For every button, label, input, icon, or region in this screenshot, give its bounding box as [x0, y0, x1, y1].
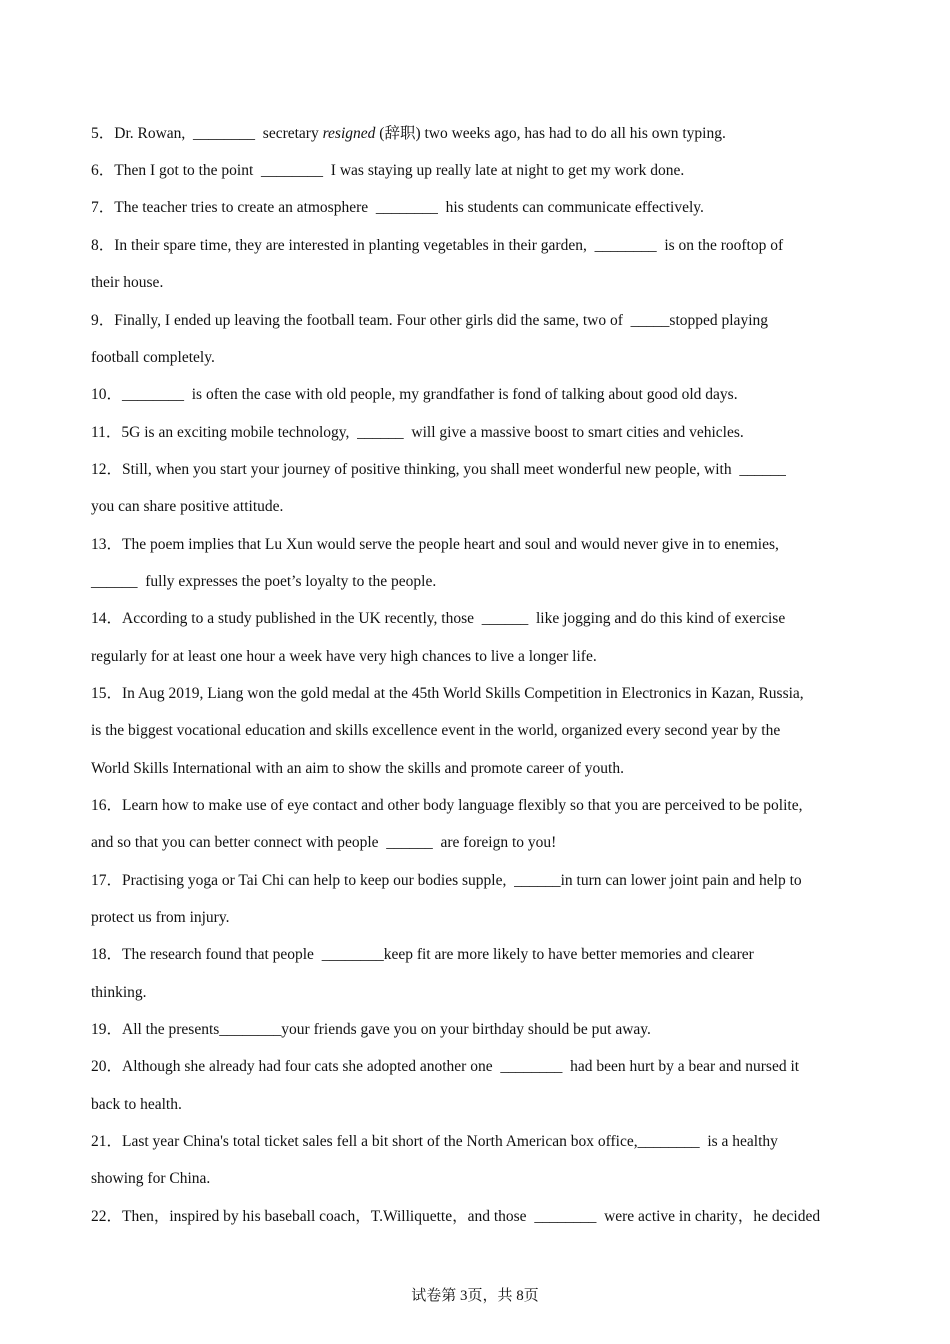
question-14-line-2: regularly for at least one hour a week have very high chances to live a longer life.: [91, 648, 597, 665]
question-15-line-1: 15．In Aug 2019, Liang won the gold medal at the 45th World Skills Competition in Electronics in Kazan, Russia,: [91, 685, 804, 702]
question-20-line-1: 20．Although she already had four cats she adopted another one ________ had been hurt by a bear and nursed it: [91, 1058, 800, 1075]
question-11: 11．5G is an exciting mobile technology, ______ will give a massive boost to smart cities and vehicles.: [91, 424, 744, 441]
page-footer: 试卷第 3页，共 8页: [411, 1288, 539, 1304]
question-15-line-3: World Skills International with an aim to show the skills and promote career of youth.: [91, 760, 624, 777]
question-19: 19．All the presents________your friends gave you on your birthday should be put away.: [91, 1021, 651, 1038]
question-17-line-1: 17．Practising yoga or Tai Chi can help to keep our bodies supple, ______in turn can lower joint pain and help to: [91, 872, 802, 889]
question-8-line-2: their house.: [91, 274, 164, 291]
question-16-line-2: and so that you can better connect with people ______ are foreign to you!: [91, 834, 557, 851]
question-21-line-2: showing for China.: [91, 1170, 211, 1187]
question-20-line-2: back to health.: [91, 1096, 182, 1113]
question-13-line-2: ______ fully expresses the poet’s loyalty to the people.: [91, 573, 437, 590]
question-7: 7．The teacher tries to create an atmosphere ________ his students can communicate effectively.: [91, 199, 704, 216]
question-12-line-1: 12．Still, when you start your journey of positive thinking, you shall meet wonderful new people, with ______: [91, 461, 786, 478]
question-21-line-1: 21．Last year China's total ticket sales fell a bit short of the North American box office,________ is a healthy: [91, 1133, 778, 1150]
question-13-line-1: 13．The poem implies that Lu Xun would serve the people heart and soul and would never give in to enemies,: [91, 536, 779, 553]
question-9-line-1: 9．Finally, I ended up leaving the football team. Four other girls did the same, two of _____stopped playing: [91, 312, 768, 329]
question-18-line-1: 18．The research found that people ________keep fit are more likely to have better memories and clearer: [91, 946, 754, 963]
question-18-line-2: thinking.: [91, 984, 147, 1001]
question-10: 10．________ is often the case with old people, my grandfather is fond of talking about good old days.: [91, 386, 738, 403]
question-8-line-1: 8．In their spare time, they are interested in planting vegetables in their garden, ________ is on the rooftop of: [91, 237, 784, 254]
question-5-text-a: 5．Dr. Rowan, ________ secretary: [91, 125, 323, 142]
question-12-line-2: you can share positive attitude.: [91, 498, 284, 515]
question-15-line-2: is the biggest vocational education and skills excellence event in the world, organized every second year by the: [91, 722, 781, 739]
question-5: [91, 124, 726, 144]
question-17-line-2: protect us from injury.: [91, 909, 230, 926]
question-5-text-b: (辞职) two weeks ago, has had to do all his own typing.: [375, 125, 726, 142]
question-9-line-2: football completely.: [91, 349, 215, 366]
question-16-line-1: 16．Learn how to make use of eye contact and other body language flexibly so that you are perceived to be polite,: [91, 797, 803, 814]
question-22-line-1: 22．Then，inspired by his baseball coach，T.Williquette，and those ________ were active in charity，he decided: [91, 1208, 821, 1225]
question-5-italic-word: resigned: [322, 125, 376, 142]
question-14-line-1: 14．According to a study published in the UK recently, those ______ like jogging and do this kind of exercise: [91, 610, 786, 627]
question-6: 6．Then I got to the point ________ I was staying up really late at night to get my work done.: [91, 162, 685, 179]
